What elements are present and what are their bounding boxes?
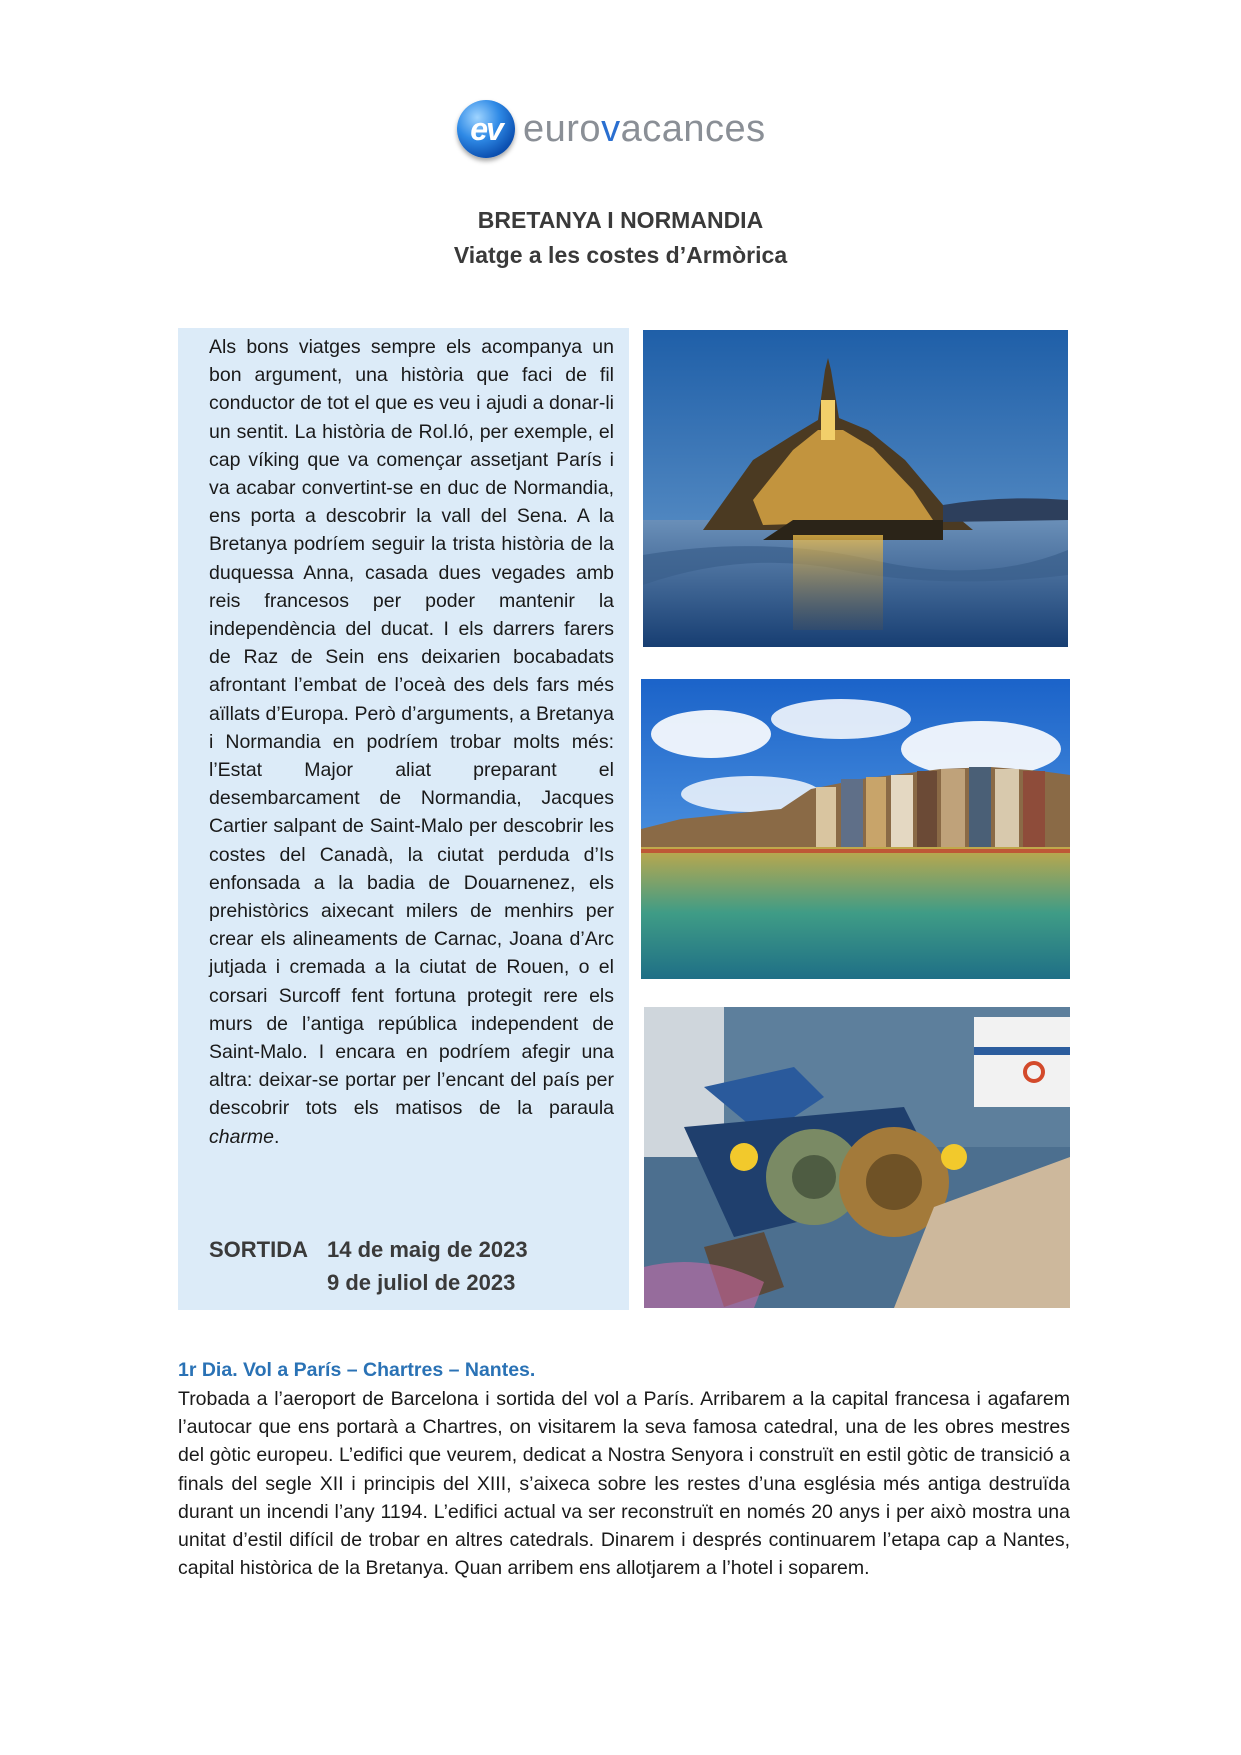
intro-text: Als bons viatges sempre els acompanya un bon argument, una història que faci de fil conductor de tot el que es veu i ajudi a donar-li un sentit. La història de Rol.ló, per exemple, el cap víking que va començar assetjant París i va acabar convertint-se en duc de Normandia, ens porta a descobrir la vall del Sena. A la Bretanya podríem seguir la trista història de la duquessa Anna, casada dues vegades amb reis francesos per poder mantenir la independència del ducat. I els darrers farers de Raz de Sein ens deixarien bocabadats afrontant l’embat de l’oceà des dels fars més aïllats d’Europa. Però d’arguments, a Bretanya i Normandia en podríem trobar molts més: l’Estat Major aliat preparant el desembarcament de Normandia, Jacques Cartier salpant de Saint-Malo per descobrir les costes del Canadà, la ciutat perduda d’Is enfonsada a la badia de Douarnenez, els prehistòrics aixecant milers de menhirs per crear els alineaments de Carnac, Joana d’Arc jutjada i cremada a la ciutat de Rouen, o el corsari Surcoff fent fortuna protegit rere els murs de l’antiga república independent de Saint-Malo. I encara en podríem afegir una altra: deixar-se portar per l’encant del país per descobrir tots els matisos de la paraula charme. [209,336,614,1148]
departure-date: 14 de maig de 2023 [327,1237,528,1262]
photo-fishing-boat [644,1007,1070,1308]
page-title: BRETANYA I NORMANDIA [477,207,764,233]
departure-date: 9 de juliol de 2023 [327,1270,516,1295]
photo-honfleur-harbour [641,679,1070,979]
day1-title: 1r Dia. Vol a París – Chartres – Nantes. [178,1359,536,1381]
departure-label: SORTIDA [209,1237,308,1262]
eurovacances-logo [457,98,766,160]
logo-wordmark: eurovacances [523,107,766,150]
day1-text: Trobada a l’aeroport de Barcelona i sortida del vol a París. Arribarem a la capital francesa i agafarem l’autocar que ens portarà a Chartres, on visitarem la seva famosa catedral, una de les obres mestres del gòtic europeu. L’edifici que veurem, dedicat a Nostra Senyora i construït en estil gòtic de transició a finals del segle XII i principis del XIII, s’aixeca sobre les restes d’una església més antiga destruïda durant un incendi l’any 1194. L’edifici actual va ser reconstruït en només 20 anys i per això mostra una unitat d’estil difícil de trobar en altres catedrals. Dinarem i després continuarem l’etapa cap a Nantes, capital històrica de la Bretanya. Quan arribem ens allotjarem a l’hotel i soparem. [178,1388,1070,1580]
logo-badge: ev [457,100,515,158]
photo-mont-saint-michel [643,330,1068,647]
page-subtitle: Viatge a les costes d’Armòrica [453,242,788,268]
